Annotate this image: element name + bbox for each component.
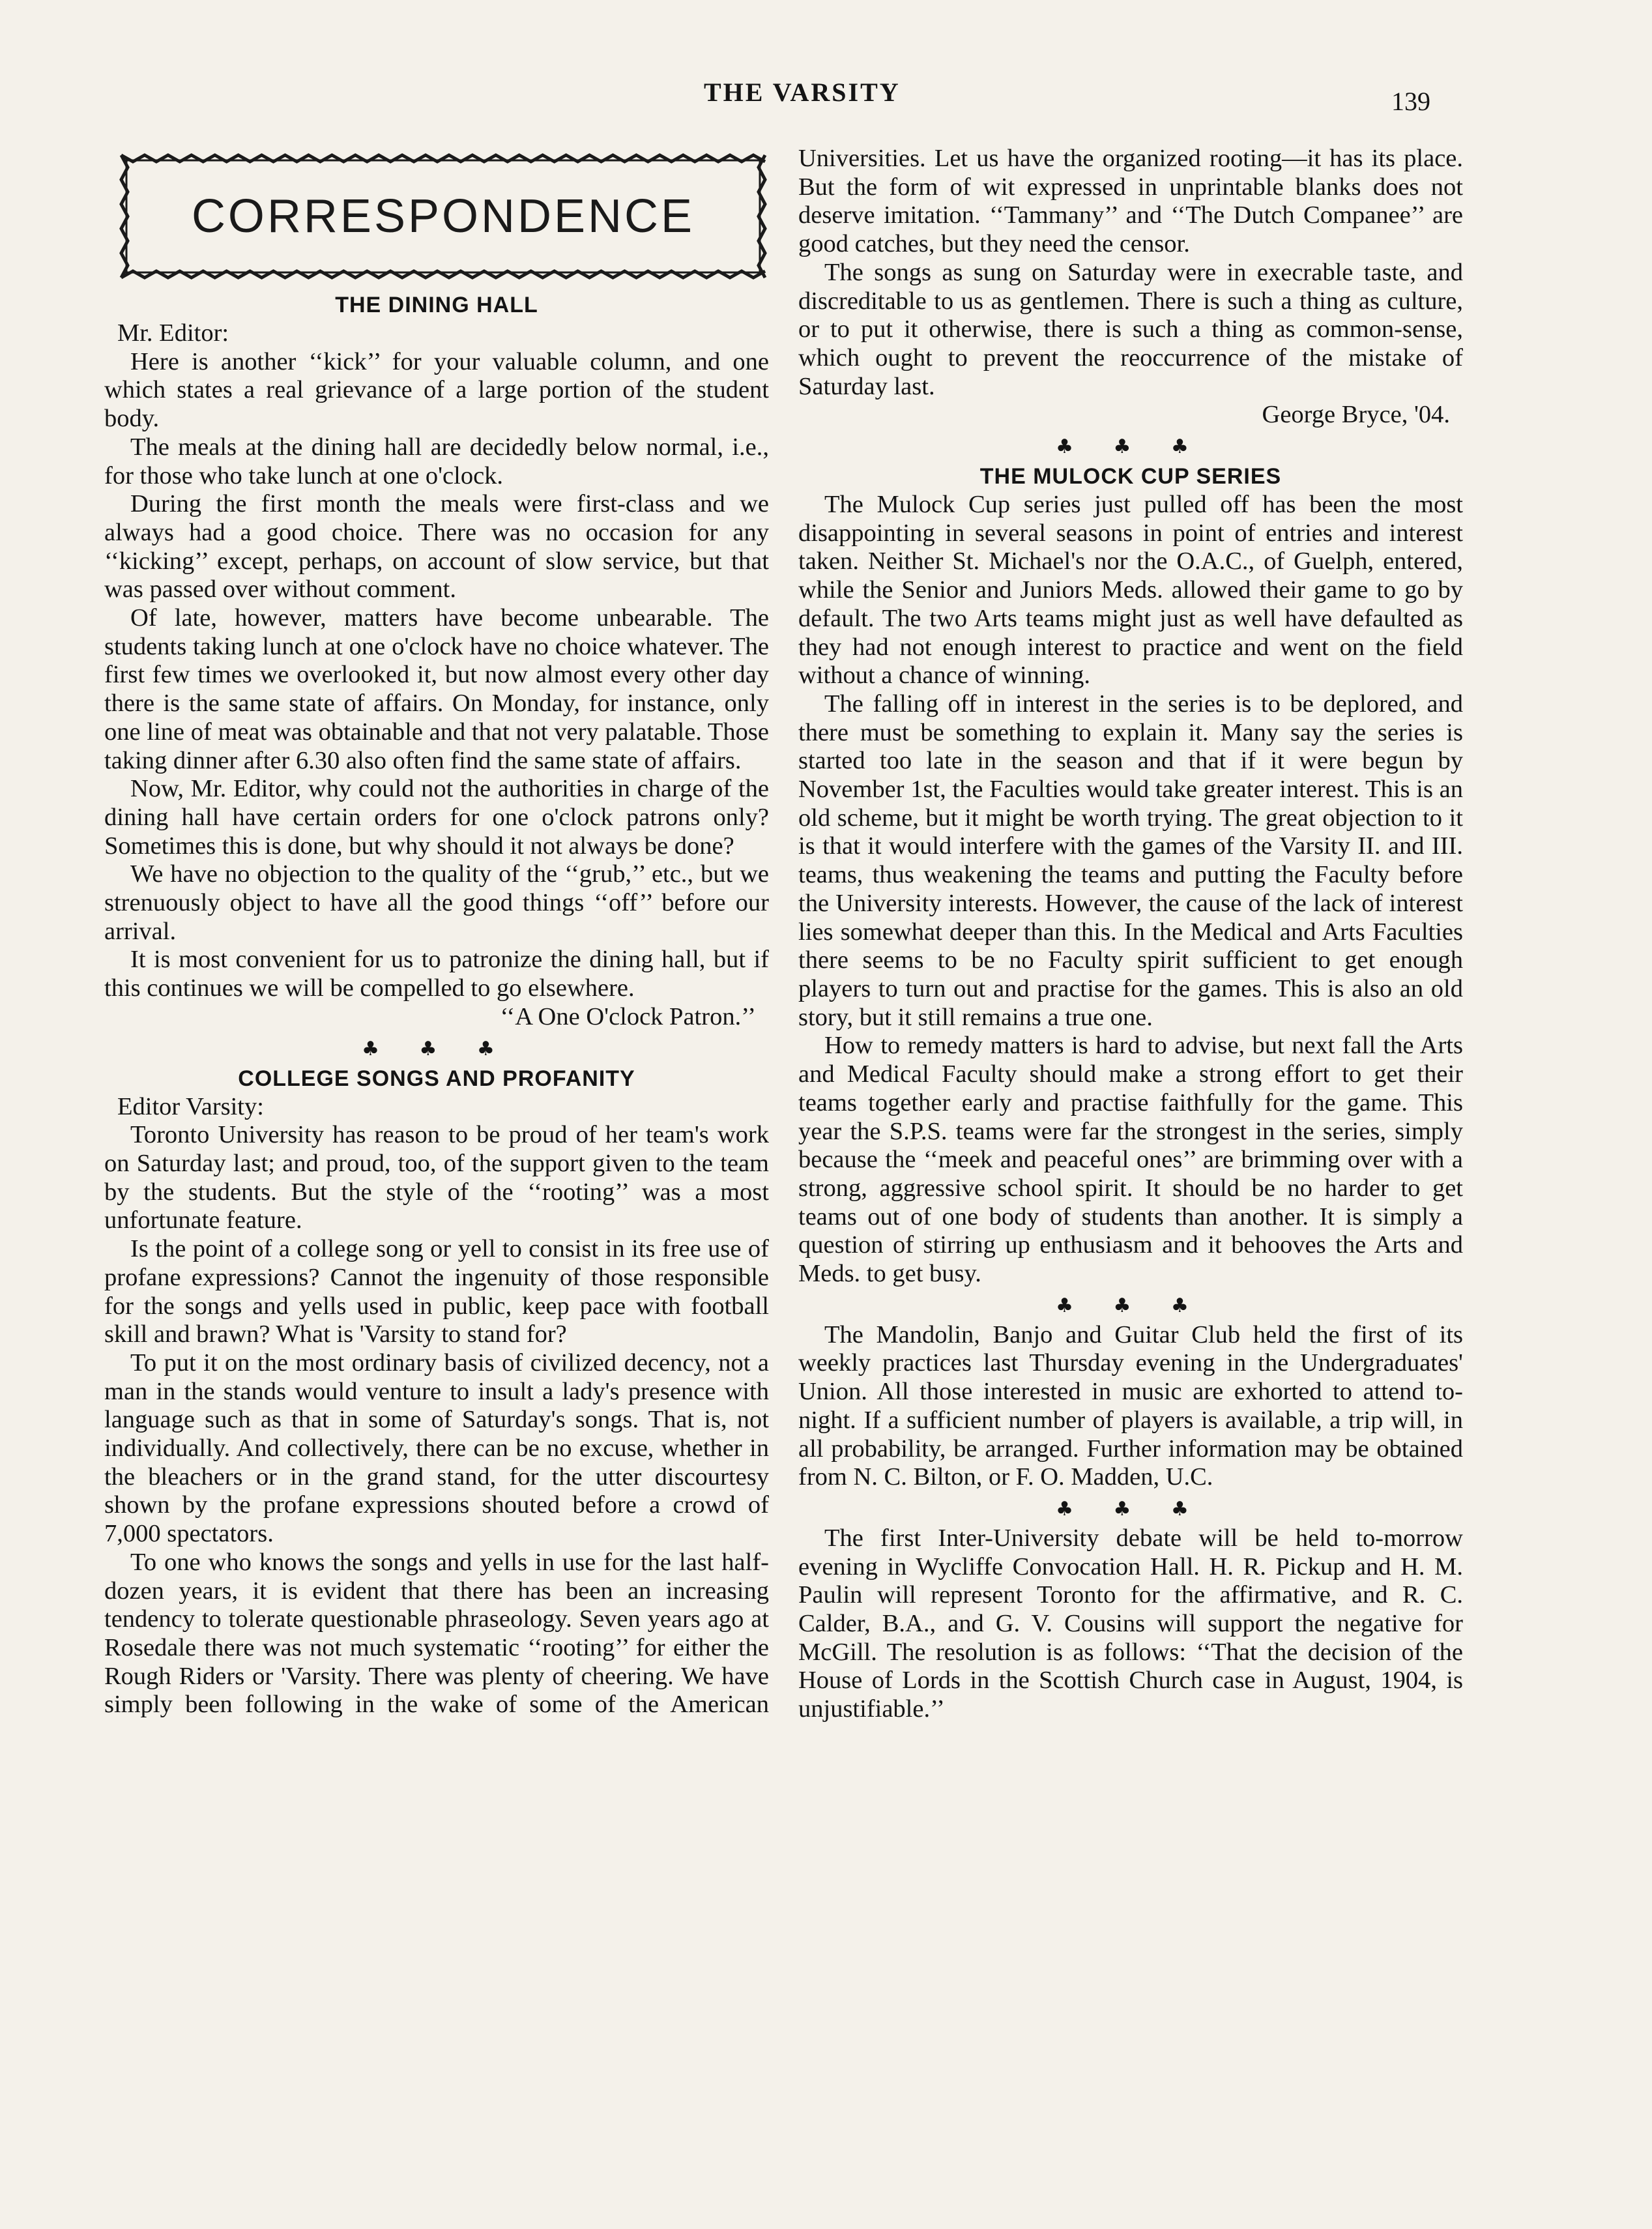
paragraph: The Mandolin, Banjo and Guitar Club held the first of its weekly practices last Thursday evening in the Undergraduates' Union. All those interested in music are exhorted to attend to-night. If a sufficient number of players is available, a trip will, in all probability, be arranged. Further information may be obtained from N. C. Bilton, or F. O. Madden, U.C. bbox=[798, 1320, 1463, 1491]
paragraph: To put it on the most ordinary basis of civilized decency, not a man in the stands would venture to insult a lady's presence with language such as that in some of Saturday's songs. That is, not individually. And collectively, there can be no excuse, whether in the bleachers or in the grand stand, for the utter discourtesy shown by the profane expressions shouted before a crowd of 7,000 spectators. bbox=[104, 1348, 769, 1548]
page-number: 139 bbox=[1391, 87, 1430, 116]
salutation: Editor Varsity: bbox=[117, 1092, 264, 1120]
paragraph: Now, Mr. Editor, why could not the authorities in charge of the dining hall have certain orders for one o'clock patrons only? Sometimes this is done, but why should it not always be done? bbox=[104, 775, 769, 860]
article-college-songs bbox=[104, 1064, 769, 1719]
paragraph: It is most convenient for us to patronize the dining hall, but if this continues we will be compelled to go elsewhere. bbox=[104, 946, 769, 1002]
paragraph: Here is another ‘‘kick’’ for your valuable column, and one which states a real grievance of a large portion of the student body. bbox=[104, 347, 769, 433]
paragraph: The first Inter-University debate will be held to-morrow evening in Wycliffe Convocation Hall. H. R. Pickup and H. M. Paulin will represent Toronto for the affirmative, and R. C. Calder, B.A., and G. V. Cousins will support the negative for McGill. The resolution is as follows: ‘‘That the decision of the House of Lords in the Scottish Church case in August, 1904, is unjustifiable.’’ bbox=[798, 1524, 1463, 1723]
paragraph: The meals at the dining hall are decidedly below normal, i.e., for those who take lunch at one o'clock. bbox=[104, 433, 769, 489]
paragraph: Is the point of a college song or yell to consist in its free use of profane expressions? Cannot the ingenuity of those responsible for the songs and yells used in public, keep pace with football skill and brawn? What is 'Varsity to stand for? bbox=[104, 1235, 769, 1348]
left-column bbox=[104, 151, 769, 1719]
paragraph: The songs as sung on Saturday were in execrable taste, and discreditable to us as gentlemen. There is such a thing as culture, or to put it otherwise, there is such a thing as common-sense, which ought to prevent the reoccurrence of the mistake of Saturday last. bbox=[798, 258, 1463, 400]
banner-title: CORRESPONDENCE bbox=[191, 190, 695, 242]
paragraph: The Mulock Cup series just pulled off has been the most disappointing in several seasons in point of entries and interest taken. Neither St. Michael's nor the O.A.C., of Guelph, entered, while the Senior and Juniors Meds. allowed their game to go by default. The two Arts teams might just as well have defaulted as they had not enough interest to practice and went on the field without a chance of winning. bbox=[798, 491, 1463, 690]
paragraph: Of late, however, matters have become unbearable. The students taking lunch at one o'clock have no choice whatever. The first few times we overlooked it, but now almost every other day there is the same state of affairs. On Monday, for instance, only one line of meat was obtainable and that not very palatable. Those taking dinner after 6.30 also often find the same state of affairs. bbox=[104, 604, 769, 774]
paragraph: How to remedy matters is hard to advise, but next fall the Arts and Medical Faculty should make a strong effort to get their teams together early and practise faithfully for the game. This year the S.P.S. teams were far the strongest in the series, simply because the ‘‘meek and peaceful ones’’ are brimming over with a strong, aggressive school spirit. It should be no harder to get teams out of one body of students than another. It is simply a question of stirring up enthusiasm and it behooves the Arts and Meds. to get busy. bbox=[798, 1032, 1463, 1288]
correspondence-banner bbox=[117, 151, 769, 282]
article-dining-hall bbox=[104, 291, 769, 1032]
notice-mandolin-club bbox=[798, 1321, 1463, 1492]
article-title: THE MULOCK CUP SERIES bbox=[979, 464, 1282, 489]
club-ornament-divider: ♣ ♣ ♣ bbox=[1056, 1294, 1206, 1317]
right-column bbox=[798, 145, 1463, 1724]
notice-debate bbox=[798, 1524, 1463, 1724]
signature: George Bryce, '04. bbox=[1262, 401, 1450, 429]
club-ornament-divider: ♣ ♣ ♣ bbox=[362, 1037, 512, 1060]
paragraph: To one who knows the songs and yells in use for the last half-dozen years, it is evident that there has been an increasing tendency to tolerate questionable phraseology. Seven years ago at Rosedale there was not much systematic ‘‘rooting’’ for either the Rough Riders or 'Varsity. There was plenty of cheering. We have simply been following in the wake of some of the American bbox=[104, 1548, 769, 1719]
salutation: Mr. Editor: bbox=[117, 319, 229, 347]
paragraph: Toronto University has reason to be proud of her team's work on Saturday last; and proud, too, of the support given to the team by the students. But the style of the ‘‘rooting’’ was a most unfortunate feature. bbox=[104, 1121, 769, 1234]
club-ornament-divider: ♣ ♣ ♣ bbox=[1056, 1497, 1206, 1521]
article-title: THE DINING HALL bbox=[335, 293, 538, 317]
paragraph: We have no objection to the quality of the ‘‘grub,’’ etc., but we strenuously object to have all the good things ‘‘off’’ before our arrival. bbox=[104, 860, 769, 945]
article-mulock-cup bbox=[798, 462, 1463, 1289]
paragraph: The falling off in interest in the series is to be deplored, and there must be something to explain it. Many say the series is started too late in the season and that if it were begun by November 1st, the Faculties would take greater interest. This is an old scheme, but it might be worth trying. The great objection to it is that it would interfere with the games of the Varsity II. and III. teams, thus weakening the teams and putting the Faculty before the University interests. However, the cause of the lack of interest lies somewhat deeper than this. In the Medical and Arts Faculties there seems to be no Faculty spirit sufficient to get enough players to turn out and practise for the games. This is also an old story, but it still remains a true one. bbox=[798, 690, 1463, 1031]
page-header bbox=[0, 77, 1652, 123]
running-head: THE VARSITY bbox=[704, 78, 901, 107]
club-ornament-divider: ♣ ♣ ♣ bbox=[1056, 435, 1206, 459]
paragraph: During the first month the meals were first-class and we always had a good choice. There was no occasion for any ‘‘kicking’’ except, perhaps, on account of slow service, but that was passed over without comment. bbox=[104, 490, 769, 604]
paragraph-continued: Universities. Let us have the organized rooting—it has its place. But the form of wit expressed in unprintable blanks does not deserve imitation. ‘‘Tammany’’ and ‘‘The Dutch Companee’’ are good catches, but they need the censor. bbox=[798, 145, 1463, 258]
signature: ‘‘A One O'clock Patron.’’ bbox=[500, 1002, 756, 1030]
article-title: COLLEGE SONGS AND PROFANITY bbox=[238, 1066, 635, 1091]
